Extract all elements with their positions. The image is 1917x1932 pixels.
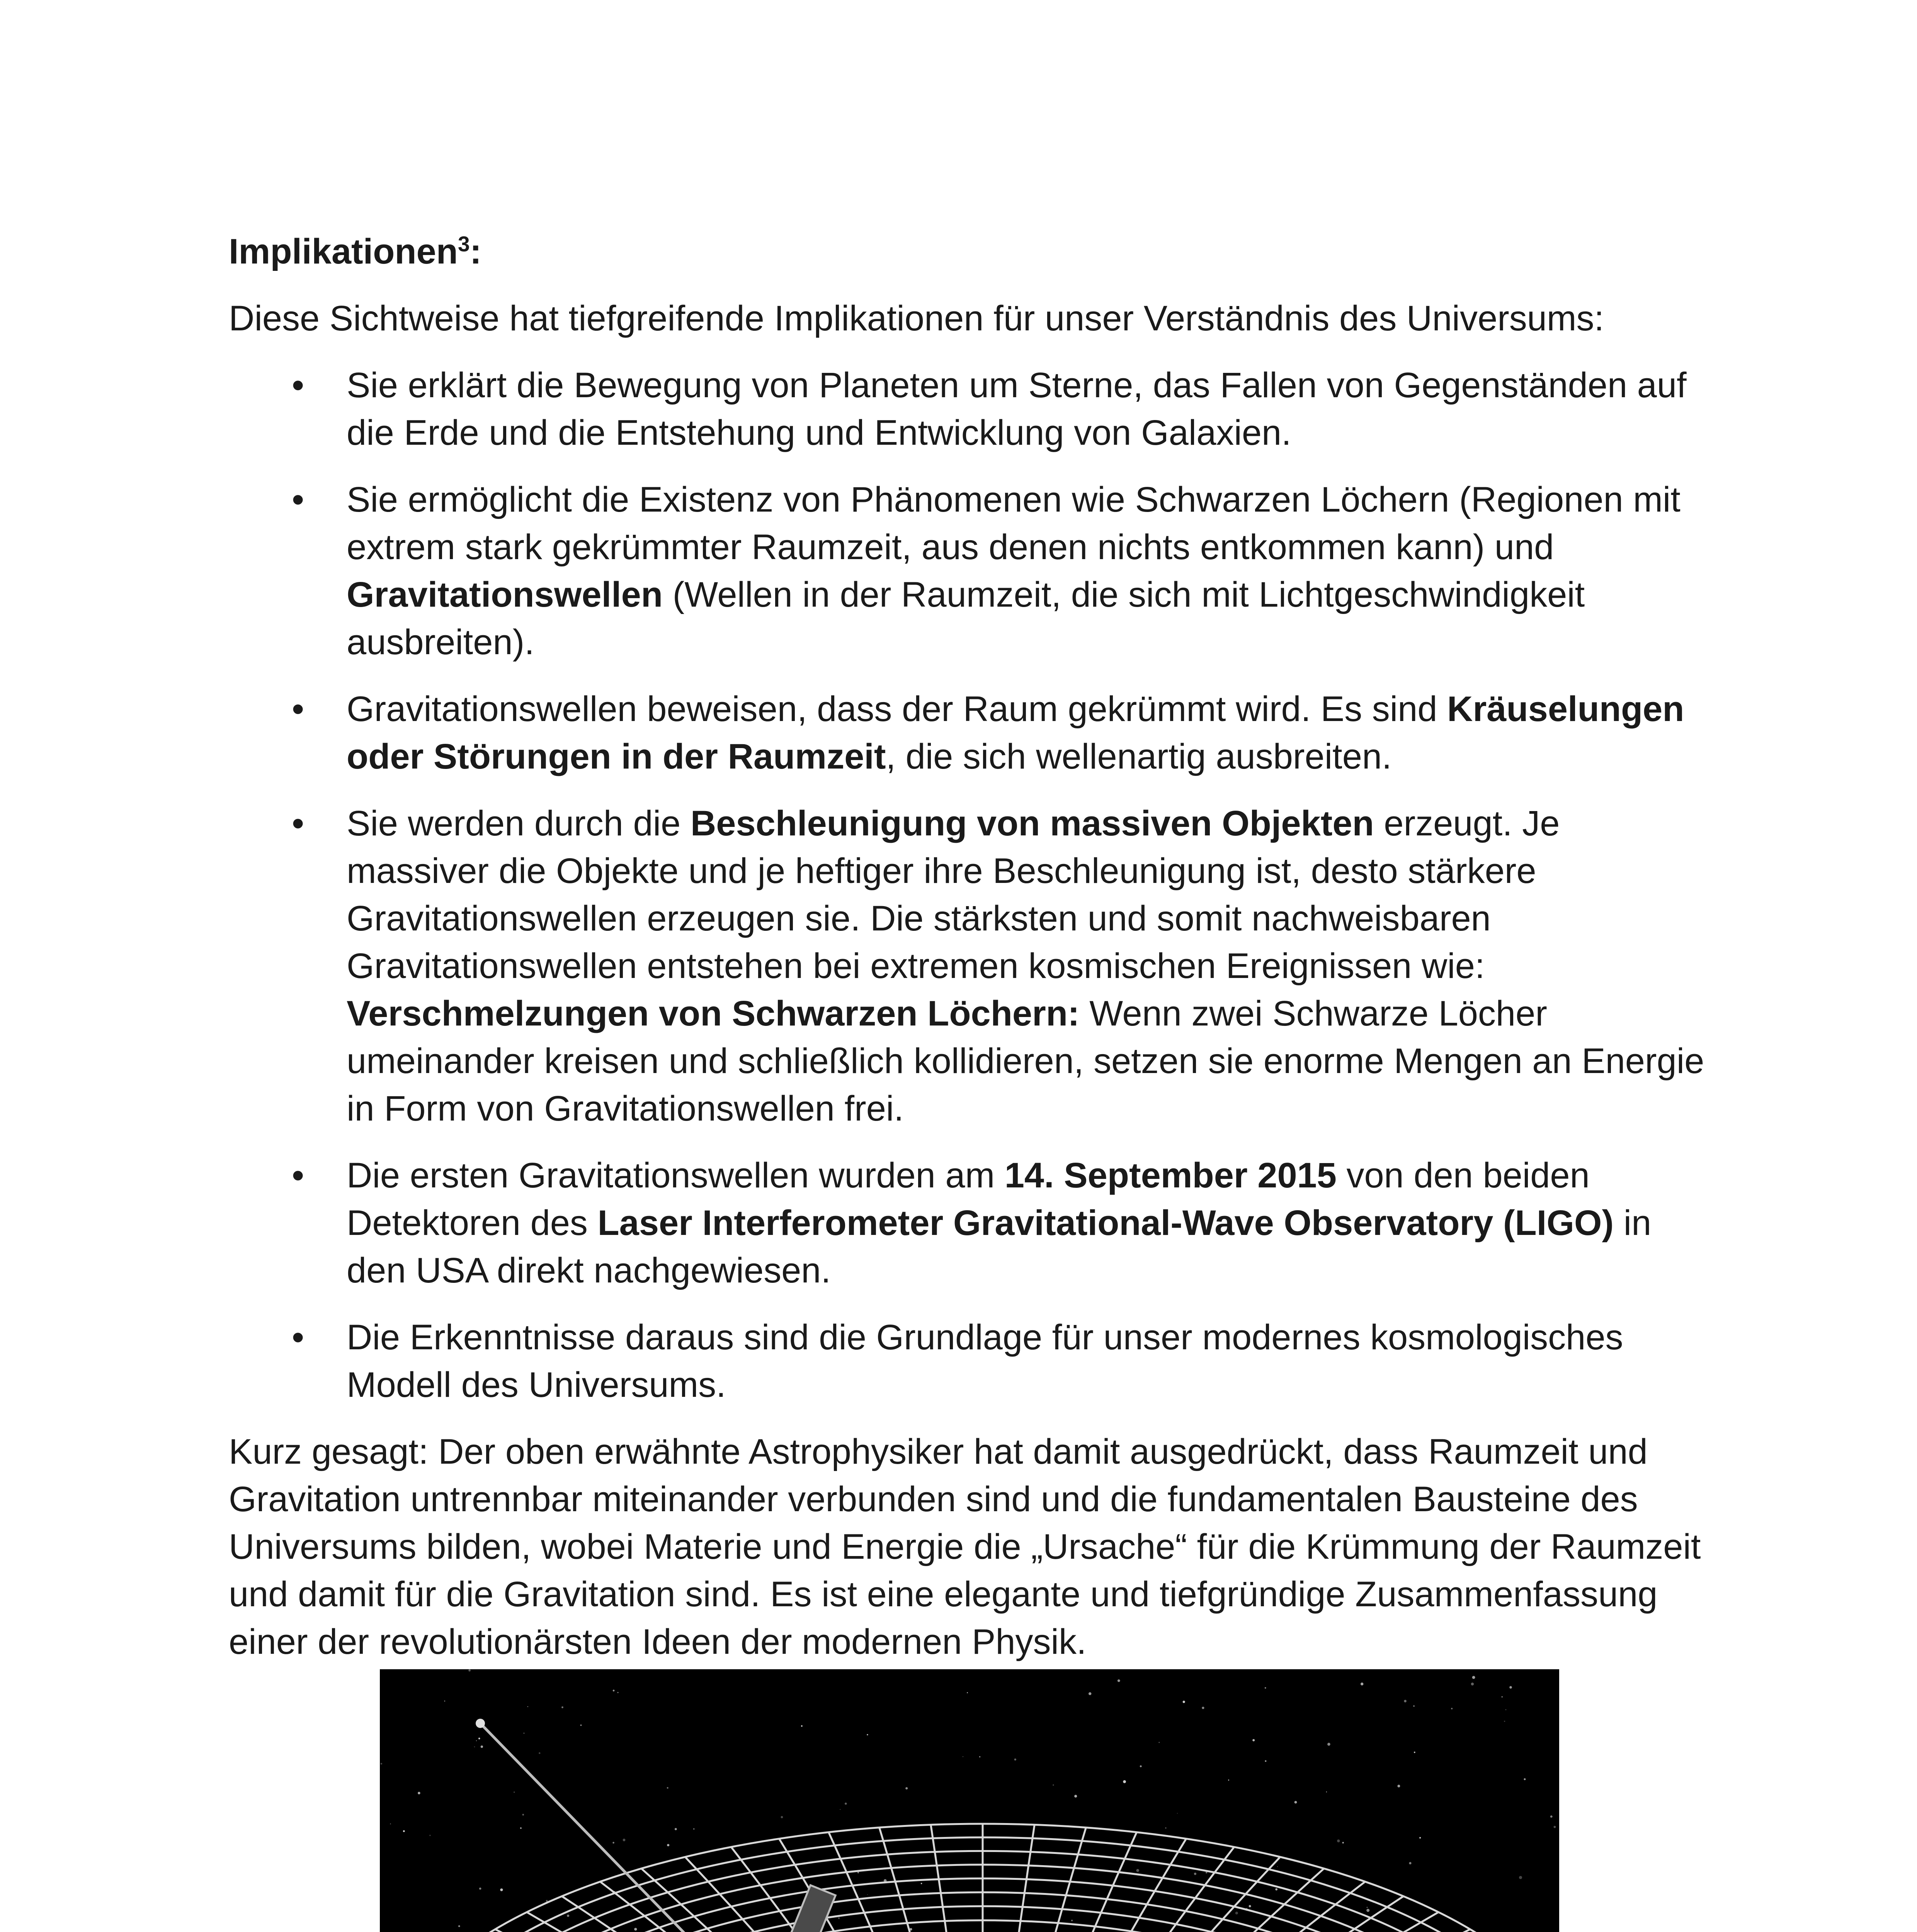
body-text: in den USA direkt nachgewiesen. [347,1203,1652,1290]
list-item [229,1314,1705,1409]
implications-list [229,362,1705,1409]
list-item [229,800,1705,1133]
bold-text: Beschleunigung von massiven Objekten [690,804,1374,843]
body-text: Wenn zwei Schwarze Löcher umeinander kreisen und schließlich kollidieren, setzen sie enorme Mengen an Energie in Form von Gravitationswellen frei. [347,994,1704,1128]
body-text: Sie erklärt die Bewegung von Planeten um Sterne, das Fallen von Gegenständen auf die Erde und die Entstehung und Entwicklung von Galaxien. [347,366,1687,452]
list-item [229,685,1705,781]
body-text: Gravitationswellen beweisen, dass der Raum gekrümmt wird. Es sind [347,689,1448,729]
bold-text: Laser Interferometer Gravitational-Wave Observatory (LIGO) [597,1203,1614,1243]
body-text: Die Erkenntnisse daraus sind die Grundlage für unser modernes kosmologisches Modell des Universums. [347,1318,1623,1405]
body-text: von den beiden Detektoren des [347,1156,1590,1243]
bullet-icon: • [292,366,304,405]
section-heading [229,228,1705,276]
main-text [229,228,1705,1685]
bold-text: 14. September 2015 [1004,1156,1337,1195]
bullet-icon: • [292,689,304,729]
summary-paragraph: Kurz gesagt: Der oben erwähnte Astrophysiker hat damit ausgedrückt, dass Raumzeit und Gravitation untrennbar miteinander verbunden sind und die fundamentalen Bausteine des Universums bilden, wobei Materie und Energie die „Ursache“ für die Krümmung der Raumzeit und damit für die Gravitation sind. Es ist eine elegante und tiefgründige Zusammenfassung einer der revolutionärsten Ideen der modernen Physik. [229,1432,1701,1662]
body-text: , die sich wellenartig ausbreiten. [886,737,1392,776]
list-item [229,362,1705,457]
body-text: Die ersten Gravitationswellen wurden am [347,1156,1005,1195]
body-text: Sie ermöglicht die Existenz von Phänomenen wie Schwarzen Löchern (Regionen mit extrem stark gekrümmter Raumzeit, aus denen nichts entkommen kann) und [347,480,1681,567]
bullet-icon: • [292,480,304,519]
bold-text: Verschmelzungen von Schwarzen Löchern: [347,994,1080,1033]
body-text: (Wellen in der Raumzeit, die sich mit Lichtgeschwindigkeit ausbreiten). [347,575,1585,662]
bullet-icon: • [292,1318,304,1357]
spacetime-curvature-image [380,1669,1559,1932]
body-text: Sie werden durch die [347,804,691,843]
body-text: erzeugt. Je massiver die Objekte und je heftiger ihre Beschleunigung ist, desto stärkere Gravitationswellen erzeugen sie. Die stärksten und somit nachweisbaren Gravitationswellen entstehen bei extremen kosmischen Ereignissen wie: [347,804,1560,986]
heading-suffix: : [469,232,482,271]
heading-text: Implikationen [229,232,458,271]
bullet-icon: • [292,1156,304,1195]
bold-text: Gravitationswellen [347,575,663,614]
intro-paragraph: Diese Sichtweise hat tiefgreifende Implikationen für unser Verständnis des Universums: [229,299,1604,338]
list-item [229,1152,1705,1294]
list-item [229,476,1705,666]
bold-text: Kräuselungen oder Störungen in der Raumzeit [347,689,1684,776]
footnote-reference: 3 [458,232,470,256]
bullet-icon: • [292,804,304,843]
